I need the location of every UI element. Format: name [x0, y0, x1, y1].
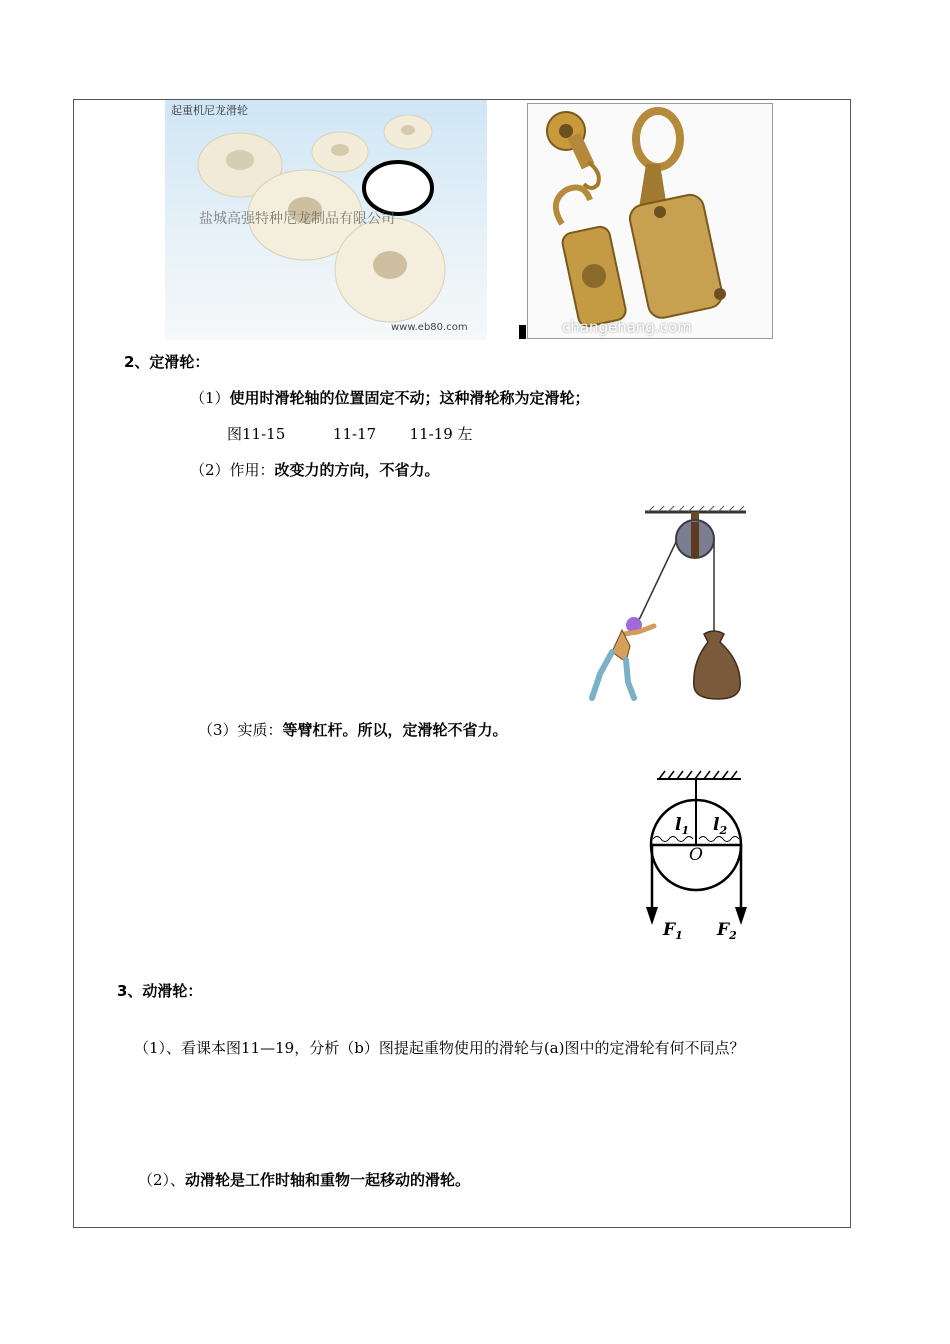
- section-2-item-1: [190, 388, 590, 408]
- section-2-heading: 2、定滑轮：: [124, 353, 210, 371]
- pulley-lever-diagram: [625, 755, 785, 960]
- nylon-photo-title: 起重机尼龙滑轮: [171, 104, 248, 117]
- item-3-text: 等臂杠杆。所以，定滑轮不省力。: [282, 721, 508, 739]
- section-3-item-2: [138, 1170, 470, 1190]
- section-3-item-2-text: 动滑轮是工作时轴和重物一起移动的滑轮。: [185, 1171, 471, 1189]
- section-3-item-2-prefix: （2）、: [138, 1171, 186, 1189]
- section-2-item-2: [190, 460, 440, 480]
- nylon-pulleys-photo: [165, 100, 487, 340]
- item-2-text: 改变力的方向，不省力。: [274, 461, 440, 479]
- item-3-prefix: （3）实质：: [198, 721, 283, 739]
- label-f1: $F_1$: [663, 920, 683, 942]
- item-1-text: 使用时滑轮轴的位置固定不动；这种滑轮称为定滑轮；: [229, 389, 590, 407]
- label-o: O: [689, 845, 703, 865]
- figure-references: 图11-15 11-17 11-19 左: [227, 425, 473, 443]
- label-l2: $l_2$: [713, 815, 728, 837]
- label-f2: $F_2$: [717, 920, 737, 942]
- section-3-item-1: （1）、看课本图11—19，分析（b）图提起重物使用的滑轮与(a)图中的定滑轮有何不同点？: [134, 1039, 745, 1057]
- label-l1: $l_1$: [675, 815, 690, 837]
- section-3-heading: 3、动滑轮：: [117, 982, 203, 1000]
- item-1-prefix: （1）: [190, 389, 230, 407]
- fixed-pulley-illustration: [588, 502, 753, 707]
- pulley-hooks-photo: [527, 103, 773, 339]
- item-2-prefix: （2）作用：: [190, 461, 275, 479]
- nylon-photo-url: www.eb80.com: [391, 322, 468, 333]
- black-marker: [519, 325, 526, 339]
- pulley-hooks-illustration: [528, 104, 773, 339]
- hooks-photo-watermark: changehang.com: [562, 318, 692, 336]
- nylon-photo-watermark: 盐城高强特种尼龙制品有限公司: [199, 211, 395, 227]
- section-2-item-3: [198, 720, 508, 740]
